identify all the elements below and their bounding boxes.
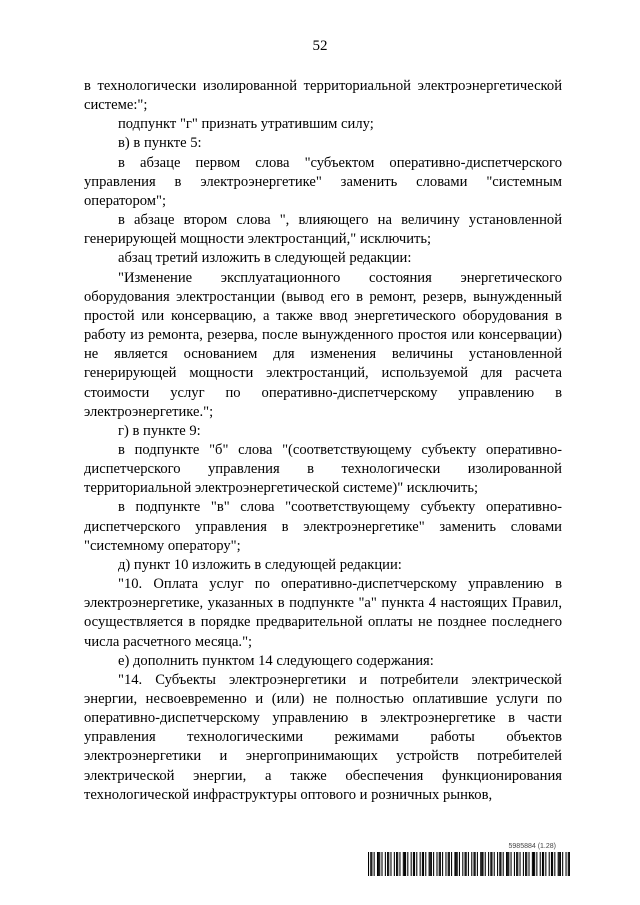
barcode-bar xyxy=(551,852,552,876)
barcode-bar xyxy=(488,852,489,876)
barcode-bar xyxy=(485,852,486,876)
barcode-bar xyxy=(465,852,466,876)
barcode-bar xyxy=(449,852,450,876)
barcode-bar xyxy=(445,852,446,876)
barcode-bar xyxy=(514,852,515,876)
barcode-bar xyxy=(387,852,388,876)
barcode-bar xyxy=(405,852,406,876)
barcode-bar xyxy=(545,852,546,876)
barcode-bar xyxy=(399,852,400,876)
barcode-bar xyxy=(377,852,378,876)
barcode-bar xyxy=(499,852,500,876)
barcode-bar xyxy=(508,852,509,876)
page-number: 52 xyxy=(312,38,328,54)
barcode-bar xyxy=(525,852,526,876)
paragraph: "Изменение эксплуатационного состояния энергетического оборудования электростанции (вывод его в ремонт, резерв, вынужденный простой или консервацию, а также ввод энергетического оборудования в работу из ремонта, резерва, после вынужденного простоя или консервации) не является основанием для изменения величины установленной генерирующей мощности электростанций, используемой для расчета стоимости услуг по оперативно-диспетчерскому управлению в электроэнергетике."; xyxy=(84,269,562,420)
barcode-bar xyxy=(390,852,391,876)
barcode-bar xyxy=(471,852,472,876)
barcode-bar xyxy=(457,852,458,876)
barcode-bar xyxy=(568,852,569,876)
barcode-bar xyxy=(566,852,567,876)
barcode-bar xyxy=(385,852,386,876)
barcode-bar xyxy=(394,852,395,876)
barcode-bar xyxy=(456,852,457,876)
barcode-bar xyxy=(466,852,467,876)
barcode-bar xyxy=(500,852,501,876)
barcode-bar xyxy=(517,852,518,876)
barcode-bar xyxy=(473,852,474,876)
barcode-bar xyxy=(526,852,527,876)
paragraph: в подпункте "в" слова "соответствующему субъекту оперативно-диспетчерского управления в электроэнергетике" заменить словами "системному оператору"; xyxy=(84,499,562,554)
barcode-bar xyxy=(411,852,412,876)
barcode-bar xyxy=(404,852,405,876)
barcode-bar xyxy=(559,852,560,876)
barcode-bar xyxy=(569,852,570,876)
barcode-bar xyxy=(503,852,504,876)
paragraph: в подпункте "б" слова "(соответствующему субъекту оперативно-диспетчерского управления в технологически изолированной территориальной электроэнергетической системе)" исключить; xyxy=(84,441,562,497)
barcode-bar xyxy=(431,852,432,876)
paragraph: в абзаце первом слова "субъектом оперативно-диспетчерского управления в электроэнергетике" заменить словами "системным оператором"; xyxy=(84,154,562,209)
barcode-bar xyxy=(407,852,408,876)
barcode-bar xyxy=(388,852,389,876)
barcode-bar xyxy=(416,852,417,876)
barcode-bar xyxy=(436,852,437,876)
barcode-bar xyxy=(554,852,555,876)
barcode-bar xyxy=(371,852,372,876)
barcode-bar xyxy=(523,852,524,876)
barcode-bar xyxy=(396,852,397,876)
barcode-bar xyxy=(448,852,449,876)
barcode-bar xyxy=(454,852,455,876)
barcode-bar xyxy=(558,852,559,876)
barcode-bar xyxy=(542,852,543,876)
barcode-bar xyxy=(381,852,382,876)
paragraph: "14. Субъекты электроэнергетики и потребители электрической энергии, несвоевременно и (или) не полностью оплатившие услуги по оперативно-диспетчерскому управлению в электроэнергетике в части управления технологическими режимами работы объектов электроэнергетики и энергопринимающих устройств потребителей электрической энергии, а также обеспечения функционирования технологической инфраструктуры оптового и розничных рынков, xyxy=(84,671,562,803)
barcode-bar xyxy=(481,852,482,876)
barcode-bar xyxy=(516,852,517,876)
barcode-image xyxy=(368,852,570,876)
barcode-bar xyxy=(477,852,478,876)
barcode-bar xyxy=(534,852,535,876)
barcode-bar xyxy=(528,852,529,876)
barcode-bar xyxy=(422,852,423,876)
barcode-bar xyxy=(451,852,452,876)
barcode-bar xyxy=(368,852,369,876)
paragraph: г) в пункте 9: xyxy=(118,422,201,439)
barcode-bar xyxy=(552,852,553,876)
barcode-bar xyxy=(420,852,421,876)
barcode-bar xyxy=(468,852,469,876)
barcode-bar xyxy=(414,852,415,876)
barcode-bar xyxy=(532,852,533,876)
paragraph: подпункт "г" признать утратившим силу; xyxy=(118,116,374,133)
barcode-bar xyxy=(433,852,434,876)
barcode-bar xyxy=(462,852,463,876)
barcode-block xyxy=(368,843,570,877)
paragraph: абзац третий изложить в следующей редакции: xyxy=(118,250,412,267)
barcode-bar xyxy=(491,852,492,876)
barcode-bar xyxy=(506,852,507,876)
paragraph: "10. Оплата услуг по оперативно-диспетчерскому управлению в электроэнергетике, указанных в подпункте "а" пункта 4 настоящих Правил, осуществляется в порядке предварительной оплаты не позднее последнего числа расчетного месяца."; xyxy=(84,576,562,650)
barcode-bar xyxy=(511,852,512,876)
paragraph: в технологически изолированной территориальной электроэнергетической системе:"; xyxy=(84,78,562,114)
barcode-bar xyxy=(562,852,563,876)
barcode-bar xyxy=(440,852,441,876)
barcode-bar xyxy=(536,852,537,876)
barcode-bar xyxy=(475,852,476,876)
barcode-bar xyxy=(560,852,561,876)
barcode-bar xyxy=(413,852,414,876)
barcode-bar xyxy=(480,852,481,876)
barcode-bar xyxy=(490,852,491,876)
barcode-bar xyxy=(378,852,379,876)
barcode-code: 5985884 (1.28) xyxy=(508,843,556,850)
barcode-bar xyxy=(507,852,508,876)
barcode-bar xyxy=(494,852,495,876)
paragraph: в абзаце втором слова ", влияющего на величину установленной генерирующей мощности электростанций," исключить; xyxy=(84,212,562,248)
barcode-bar xyxy=(497,852,498,876)
barcode-bar xyxy=(423,852,424,876)
barcode-bar xyxy=(540,852,541,876)
barcode-bar xyxy=(549,852,550,876)
paragraph: е) дополнить пунктом 14 следующего содержания: xyxy=(118,652,434,669)
barcode-bar xyxy=(442,852,443,876)
document-body xyxy=(84,77,562,805)
barcode-bar xyxy=(533,852,534,876)
paragraph: в) в пункте 5: xyxy=(118,135,202,152)
barcode-bar xyxy=(397,852,398,876)
barcode-bar xyxy=(430,852,431,876)
barcode-bar xyxy=(379,852,380,876)
barcode-bar xyxy=(520,852,521,876)
barcode-bar xyxy=(425,852,426,876)
barcode-bar xyxy=(429,852,430,876)
barcode-bar xyxy=(370,852,371,876)
barcode-bar xyxy=(439,852,440,876)
barcode-bar xyxy=(459,852,460,876)
barcode-bar xyxy=(403,852,404,876)
barcode-bar xyxy=(543,852,544,876)
paragraph: д) пункт 10 изложить в следующей редакции: xyxy=(118,556,402,573)
barcode-bar xyxy=(374,852,375,876)
barcode-bar xyxy=(482,852,483,876)
